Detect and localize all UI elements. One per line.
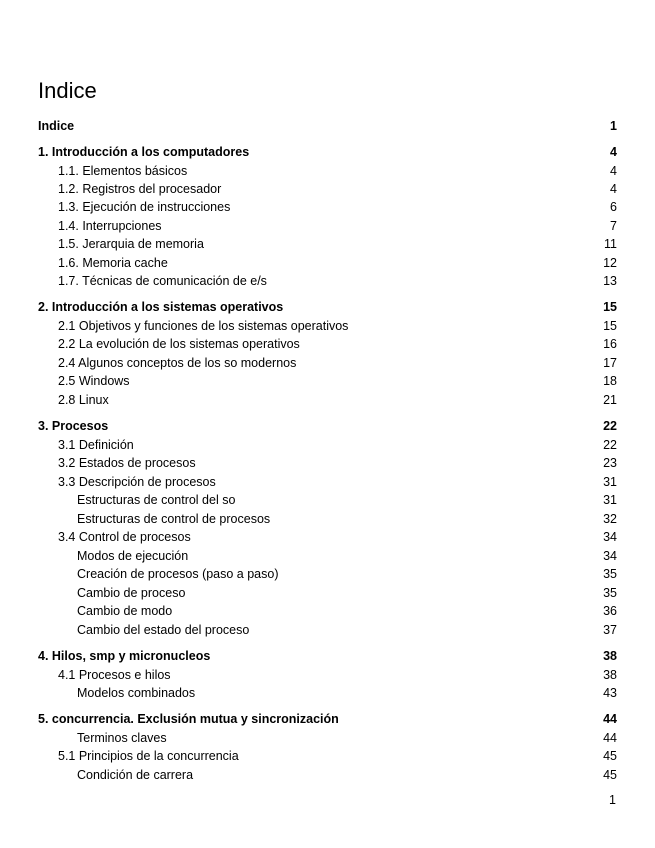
toc-chapter-entry[interactable]: [38, 298, 617, 316]
toc-entry-page: 37: [603, 623, 617, 637]
toc-entry-label: 1.6. Memoria cache: [58, 256, 168, 270]
toc-subsection-entry[interactable]: [38, 547, 617, 565]
toc-entry-page: 45: [603, 768, 617, 782]
toc-subsection-entry[interactable]: [38, 584, 617, 602]
toc-section-entry[interactable]: [38, 473, 617, 491]
toc-entry-page: 7: [610, 219, 617, 233]
toc-section-entry[interactable]: [38, 180, 617, 198]
toc-entry-page: 32: [603, 512, 617, 526]
toc-entry-page: 4: [610, 164, 617, 178]
toc-section-entry[interactable]: [38, 254, 617, 272]
toc-entry-page: 38: [603, 668, 617, 682]
toc-subsection-entry[interactable]: [38, 684, 617, 702]
toc-entry-page: 23: [603, 456, 617, 470]
toc-entry-page: 17: [603, 356, 617, 370]
toc-chapter-entry[interactable]: [38, 647, 617, 665]
toc-entry-page: 44: [603, 731, 617, 745]
toc-entry-label: 2.1 Objetivos y funciones de los sistemas operativos: [58, 319, 349, 333]
toc-entry-label: 1.4. Interrupciones: [58, 219, 162, 233]
toc-entry-label: Indice: [38, 119, 75, 133]
toc-section-entry[interactable]: [38, 666, 617, 684]
toc-entry-page: 6: [610, 200, 617, 214]
toc-entry-label: 1. Introducción a los computadores: [38, 145, 250, 159]
toc-section-entry[interactable]: [38, 436, 617, 454]
toc-entry-label: 1.5. Jerarquia de memoria: [58, 237, 204, 251]
toc-entry-label: Cambio de proceso: [77, 586, 186, 600]
toc-entry-label: 3. Procesos: [38, 419, 109, 433]
toc-section-entry[interactable]: [38, 372, 617, 390]
table-of-contents: [38, 0, 617, 848]
toc-entry-label: 2. Introducción a los sistemas operativos: [38, 300, 284, 314]
toc-entry-page: 44: [603, 712, 617, 726]
toc-entry-page: 45: [603, 749, 617, 763]
toc-entry-page: 18: [603, 374, 617, 388]
toc-section-entry[interactable]: [38, 391, 617, 409]
toc-entry-label: 1.2. Registros del procesador: [58, 182, 222, 196]
page-number: 1: [609, 793, 616, 807]
toc-entry-page: 11: [604, 237, 617, 251]
toc-subsection-entry[interactable]: [38, 621, 617, 639]
toc-entry-page: 34: [603, 530, 617, 544]
toc-entry-label: Estructuras de control del so: [77, 493, 236, 507]
toc-section-entry[interactable]: [38, 217, 617, 235]
toc-entry-page: 31: [603, 493, 617, 507]
toc-entry-page: 16: [603, 337, 617, 351]
toc-entry-label: Creación de procesos (paso a paso): [77, 567, 279, 581]
toc-section-entry[interactable]: [38, 454, 617, 472]
toc-entry-label: 1.1. Elementos básicos: [58, 164, 188, 178]
toc-entry-label: Modos de ejecución: [77, 549, 189, 563]
toc-entry-page: 15: [603, 300, 617, 314]
toc-entry-label: 2.5 Windows: [58, 374, 130, 388]
toc-entry-page: 34: [603, 549, 617, 563]
toc-entry-page: 12: [603, 256, 617, 270]
toc-entry-label: Cambio del estado del proceso: [77, 623, 250, 637]
toc-entry-page: 21: [603, 393, 617, 407]
toc-entry-label: Modelos combinados: [77, 686, 196, 700]
toc-subsection-entry[interactable]: [38, 729, 617, 747]
toc-entry-label: 4. Hilos, smp y micronucleos: [38, 649, 211, 663]
page-title: Indice: [38, 78, 97, 103]
toc-entry-page: 13: [603, 274, 617, 288]
toc-entry-label: 2.8 Linux: [58, 393, 109, 407]
toc-chapter-entry[interactable]: [38, 117, 617, 135]
toc-entry-page: 43: [603, 686, 617, 700]
toc-subsection-entry[interactable]: [38, 602, 617, 620]
toc-subsection-entry[interactable]: [38, 766, 617, 784]
toc-chapter-entry[interactable]: [38, 417, 617, 435]
toc-section-entry[interactable]: [38, 162, 617, 180]
toc-entry-label: 5. concurrencia. Exclusión mutua y sincronización: [38, 712, 339, 726]
toc-entry-page: 22: [603, 419, 617, 433]
toc-entry-page: 35: [603, 586, 617, 600]
toc-section-entry[interactable]: [38, 528, 617, 546]
toc-entry-label: 3.3 Descripción de procesos: [58, 475, 216, 489]
toc-entry-label: 1.7. Técnicas de comunicación de e/s: [58, 274, 267, 288]
toc-section-entry[interactable]: [38, 272, 617, 290]
toc-section-entry[interactable]: [38, 747, 617, 765]
toc-subsection-entry[interactable]: [38, 510, 617, 528]
toc-entry-label: 2.4 Algunos conceptos de los so modernos: [58, 356, 297, 370]
toc-entry-label: 3.2 Estados de procesos: [58, 456, 196, 470]
toc-entry-page: 36: [603, 604, 617, 618]
toc-entry-page: 1: [610, 119, 617, 133]
toc-entry-label: 3.1 Definición: [58, 438, 134, 452]
toc-entry-label: 3.4 Control de procesos: [58, 530, 191, 544]
toc-section-entry[interactable]: [38, 335, 617, 353]
toc-entry-label: 5.1 Principios de la concurrencia: [58, 749, 239, 763]
toc-entry-page: 4: [610, 182, 617, 196]
toc-section-entry[interactable]: [38, 354, 617, 372]
toc-entry-label: 2.2 La evolución de los sistemas operativos: [58, 337, 300, 351]
toc-section-entry[interactable]: [38, 198, 617, 216]
toc-entry-page: 31: [603, 475, 617, 489]
toc-subsection-entry[interactable]: [38, 565, 617, 583]
toc-entry-page: 15: [603, 319, 617, 333]
toc-entry-label: Terminos claves: [77, 731, 167, 745]
toc-entry-label: Estructuras de control de procesos: [77, 512, 271, 526]
toc-entry-label: 4.1 Procesos e hilos: [58, 668, 171, 682]
toc-subsection-entry[interactable]: [38, 491, 617, 509]
toc-entry-page: 38: [603, 649, 617, 663]
toc-entry-page: 22: [603, 438, 617, 452]
toc-entry-label: Condición de carrera: [77, 768, 194, 782]
toc-entry-page: 4: [610, 145, 617, 159]
toc-entry-label: Cambio de modo: [77, 604, 173, 618]
toc-chapter-entry[interactable]: [38, 710, 617, 728]
toc-section-entry[interactable]: [38, 317, 617, 335]
toc-chapter-entry[interactable]: [38, 143, 617, 161]
toc-section-entry[interactable]: [38, 235, 617, 253]
toc-entry-label: 1.3. Ejecución de instrucciones: [58, 200, 231, 214]
toc-entry-page: 35: [603, 567, 617, 581]
